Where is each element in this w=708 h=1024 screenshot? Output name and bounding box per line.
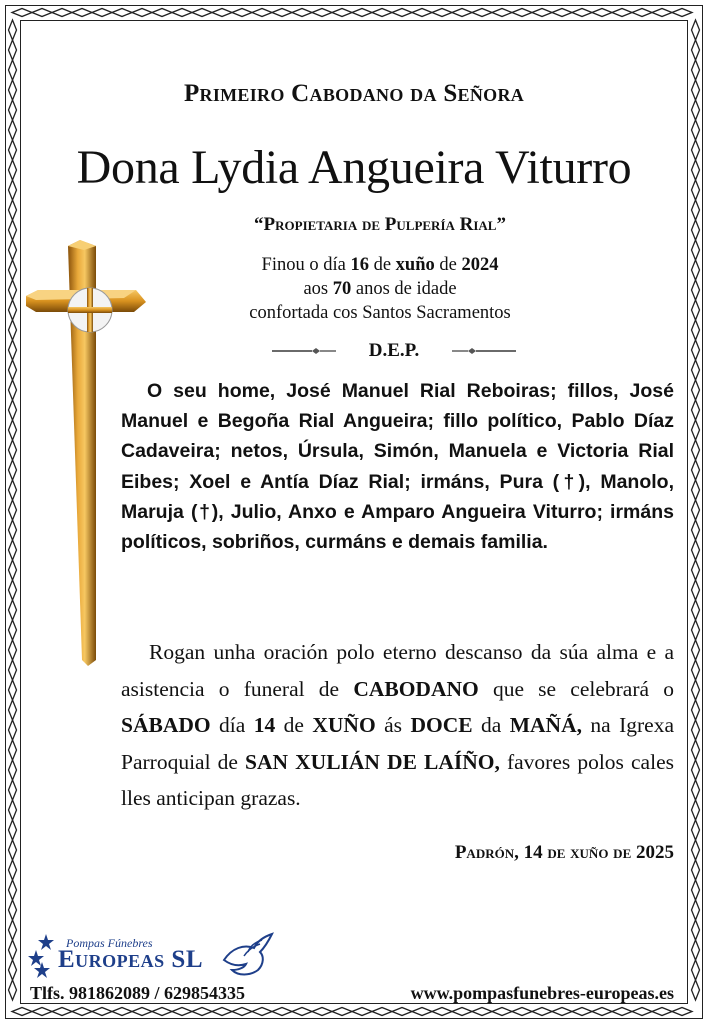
logo-small-text: Pompas Fúnebres [66,936,153,950]
deceased-name: Dona Lydia Angueira Viturro [76,141,632,194]
age-line: aos 70 anos de idade [303,279,457,299]
website: www.pompasfunebres-europeas.es [410,983,674,1003]
death-date-line: Finou o día 16 de xuño de 2024 [261,255,499,275]
company-logo [28,930,288,980]
nickname: “Propietaria de Pulpería Rial” [254,214,506,235]
phone-numbers: Tlfs. 981862089 / 629854335 [30,983,246,1003]
dep-text: D.E.P. [368,340,420,361]
place-date: Padrón, 14 de xuño de 2025 [454,842,674,863]
sacraments-line: confortada cos Santos Sacramentos [249,303,511,323]
family-paragraph: O seu home, José Manuel Rial Reboiras; fillos, José Manuel e Begoña Rial Angueira; fillo político, Pablo Díaz Cadaveira; netos, Úrsula, Simón, Manuela e Victoria Rial Eibes; Xoel e Antía Díaz Rial; irmáns, Pura (†), Manolo, Maruja (†), Julio, Anxo e Amparo Angueira Viturro; irmáns políticos, sobriños, curmáns e demais familia. [121,380,674,554]
dove-icon [218,930,274,978]
dep-line [272,340,516,362]
notice-title: Primeiro Cabodano da Señora [183,80,525,107]
logo-big-text: Europeas SL [58,946,204,973]
death-info [150,253,610,325]
prayer-paragraph: Rogan unha oración polo eterno descanso da súa alma e a asistencia o funeral de CABODANO que se celebrará o SÁBADO día 14 de XUÑO ás DOCE da MAÑÁ, na Igrexa Parroquial de SAN XULIÁN DE LAÍÑO, favores polos cales lles anticipan grazas. [121,640,675,810]
